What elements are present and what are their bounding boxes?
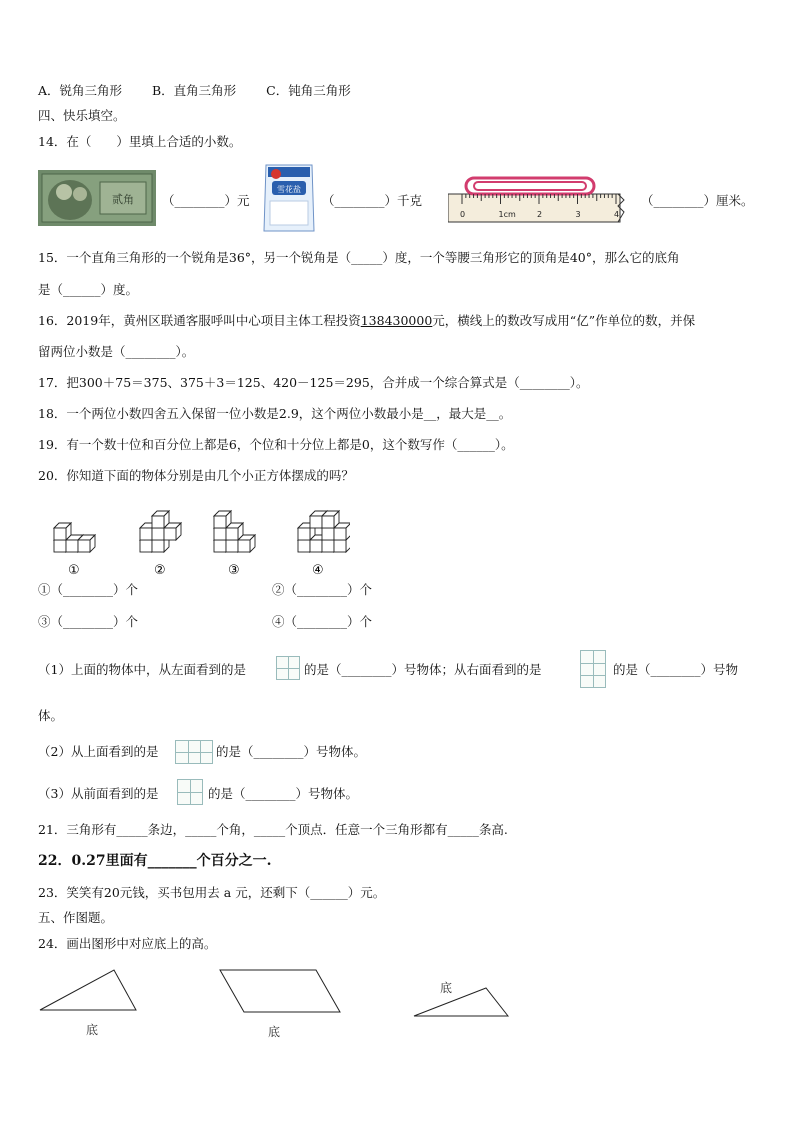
q16-line1 bbox=[38, 312, 695, 330]
q20-p3-b: 的是（________）号物体。 bbox=[208, 786, 359, 801]
q20-p1-a: （1）上面的物体中，从左面看到的是 bbox=[38, 662, 246, 677]
q20-answer-1: ①（________）个 bbox=[38, 582, 139, 597]
triangle-2-figure bbox=[410, 976, 520, 1022]
q13-options bbox=[38, 82, 351, 100]
q14-blank-cm: （________）厘米。 bbox=[641, 193, 754, 208]
unit-cube bbox=[54, 523, 71, 540]
q17: 17．把300＋75＝375、375＋3＝125、420－125＝295，合并成一个综合算式是（________）。 bbox=[38, 375, 589, 390]
q16-line2: 留两位小数是（________）。 bbox=[38, 344, 195, 359]
q20-stem: 20．你知道下面的物体分别是由几个小正方体摆成的吗？ bbox=[38, 468, 354, 483]
q20-p2-b: 的是（________）号物体。 bbox=[216, 744, 367, 759]
base-label-1: 底 bbox=[86, 1023, 99, 1037]
ruler-label: 4 bbox=[614, 210, 620, 219]
base-label-3: 底 bbox=[440, 981, 453, 995]
unit-cube bbox=[214, 511, 231, 528]
view-left-grid-icon bbox=[276, 656, 300, 680]
option-b: B．直角三角形 bbox=[152, 83, 237, 98]
unit-cube bbox=[78, 535, 95, 552]
unit-cube bbox=[152, 511, 169, 528]
q20-p2-a: （2）从上面看到的是 bbox=[38, 744, 159, 759]
figure-label: ① bbox=[68, 563, 80, 578]
unit-cube bbox=[322, 511, 339, 528]
option-c: C．钝角三角形 bbox=[266, 83, 351, 98]
q21: 21．三角形有_____条边，_____个角，_____个顶点．任意一个三角形都有_____条高. bbox=[38, 822, 508, 837]
q23: 23．笑笑有20元钱，买书包用去 a 元，还剩下（______）元。 bbox=[38, 885, 386, 900]
triangle-1-figure bbox=[38, 966, 188, 1046]
base-label-2: 底 bbox=[268, 1025, 281, 1039]
q16-number: 138430000 bbox=[360, 313, 433, 328]
figure-label: ③ bbox=[228, 563, 240, 578]
section-5-title: 五、作图题。 bbox=[38, 910, 114, 925]
view-top-grid-icon bbox=[175, 740, 213, 764]
q20-answer-2: ②（________）个 bbox=[272, 582, 373, 597]
salt-bag-image bbox=[262, 161, 316, 235]
q20-part1 bbox=[38, 661, 246, 679]
q14-blank-kg: （________）千克 bbox=[322, 193, 423, 208]
section-4-title: 四、快乐填空。 bbox=[38, 108, 126, 123]
figure-label: ④ bbox=[312, 563, 324, 578]
q14-blank-yuan: （________）元 bbox=[162, 193, 250, 208]
view-front-grid-icon bbox=[177, 779, 203, 805]
q14-stem: 14．在（ ）里填上合适的小数。 bbox=[38, 134, 242, 149]
q20-answer-4: ④（________）个 bbox=[272, 614, 373, 629]
banknote-image bbox=[38, 170, 156, 226]
q20-p1-c: 的是（________）号物 bbox=[613, 662, 739, 677]
q24-stem: 24．画出图形中对应底上的高。 bbox=[38, 936, 217, 951]
q20-p1-d: 体。 bbox=[38, 708, 64, 723]
q16-pre: 16．2019年，黄州区联通客服呼叫中心项目主体工程投资 bbox=[38, 313, 361, 328]
view-right-grid-icon bbox=[580, 650, 606, 688]
q15-line1: 15．一个直角三角形的一个锐角是36°，另一个锐角是（_____）度，一个等腰三角形它的顶角是40°，那么它的底角 bbox=[38, 250, 680, 265]
cube-figures bbox=[50, 500, 350, 578]
banknote-text: 贰角 bbox=[112, 193, 134, 206]
q20-p3-a: （3）从前面看到的是 bbox=[38, 786, 159, 801]
ruler-label: 0 bbox=[460, 210, 466, 219]
ruler-label: 3 bbox=[575, 210, 581, 219]
ruler-label: 2 bbox=[537, 210, 543, 219]
q18: 18．一个两位小数四舍五入保留一位小数是2.9，这个两位小数最小是__，最大是__。 bbox=[38, 406, 512, 421]
q19: 19．有一个数十位和百分位上都是6，个位和十分位上都是0，这个数写作（______）。 bbox=[38, 437, 514, 452]
ruler-label: 1cm bbox=[498, 210, 516, 219]
ruler-image bbox=[448, 172, 628, 224]
option-a: A．锐角三角形 bbox=[38, 83, 123, 98]
q22: 22．0.27里面有_______个百分之一. bbox=[38, 853, 272, 869]
figure-label: ② bbox=[154, 563, 166, 578]
q20-p1-b: 的是（________）号物体；从右面看到的是 bbox=[304, 662, 542, 677]
salt-bag-text: 雪花盐 bbox=[277, 185, 301, 194]
parallelogram-figure bbox=[216, 966, 366, 1046]
q15-line2: 是（______）度。 bbox=[38, 282, 139, 297]
q20-answer-3: ③（________）个 bbox=[38, 614, 139, 629]
q16-post: 元，横线上的数改写成用“亿”作单位的数，并保 bbox=[432, 313, 696, 328]
